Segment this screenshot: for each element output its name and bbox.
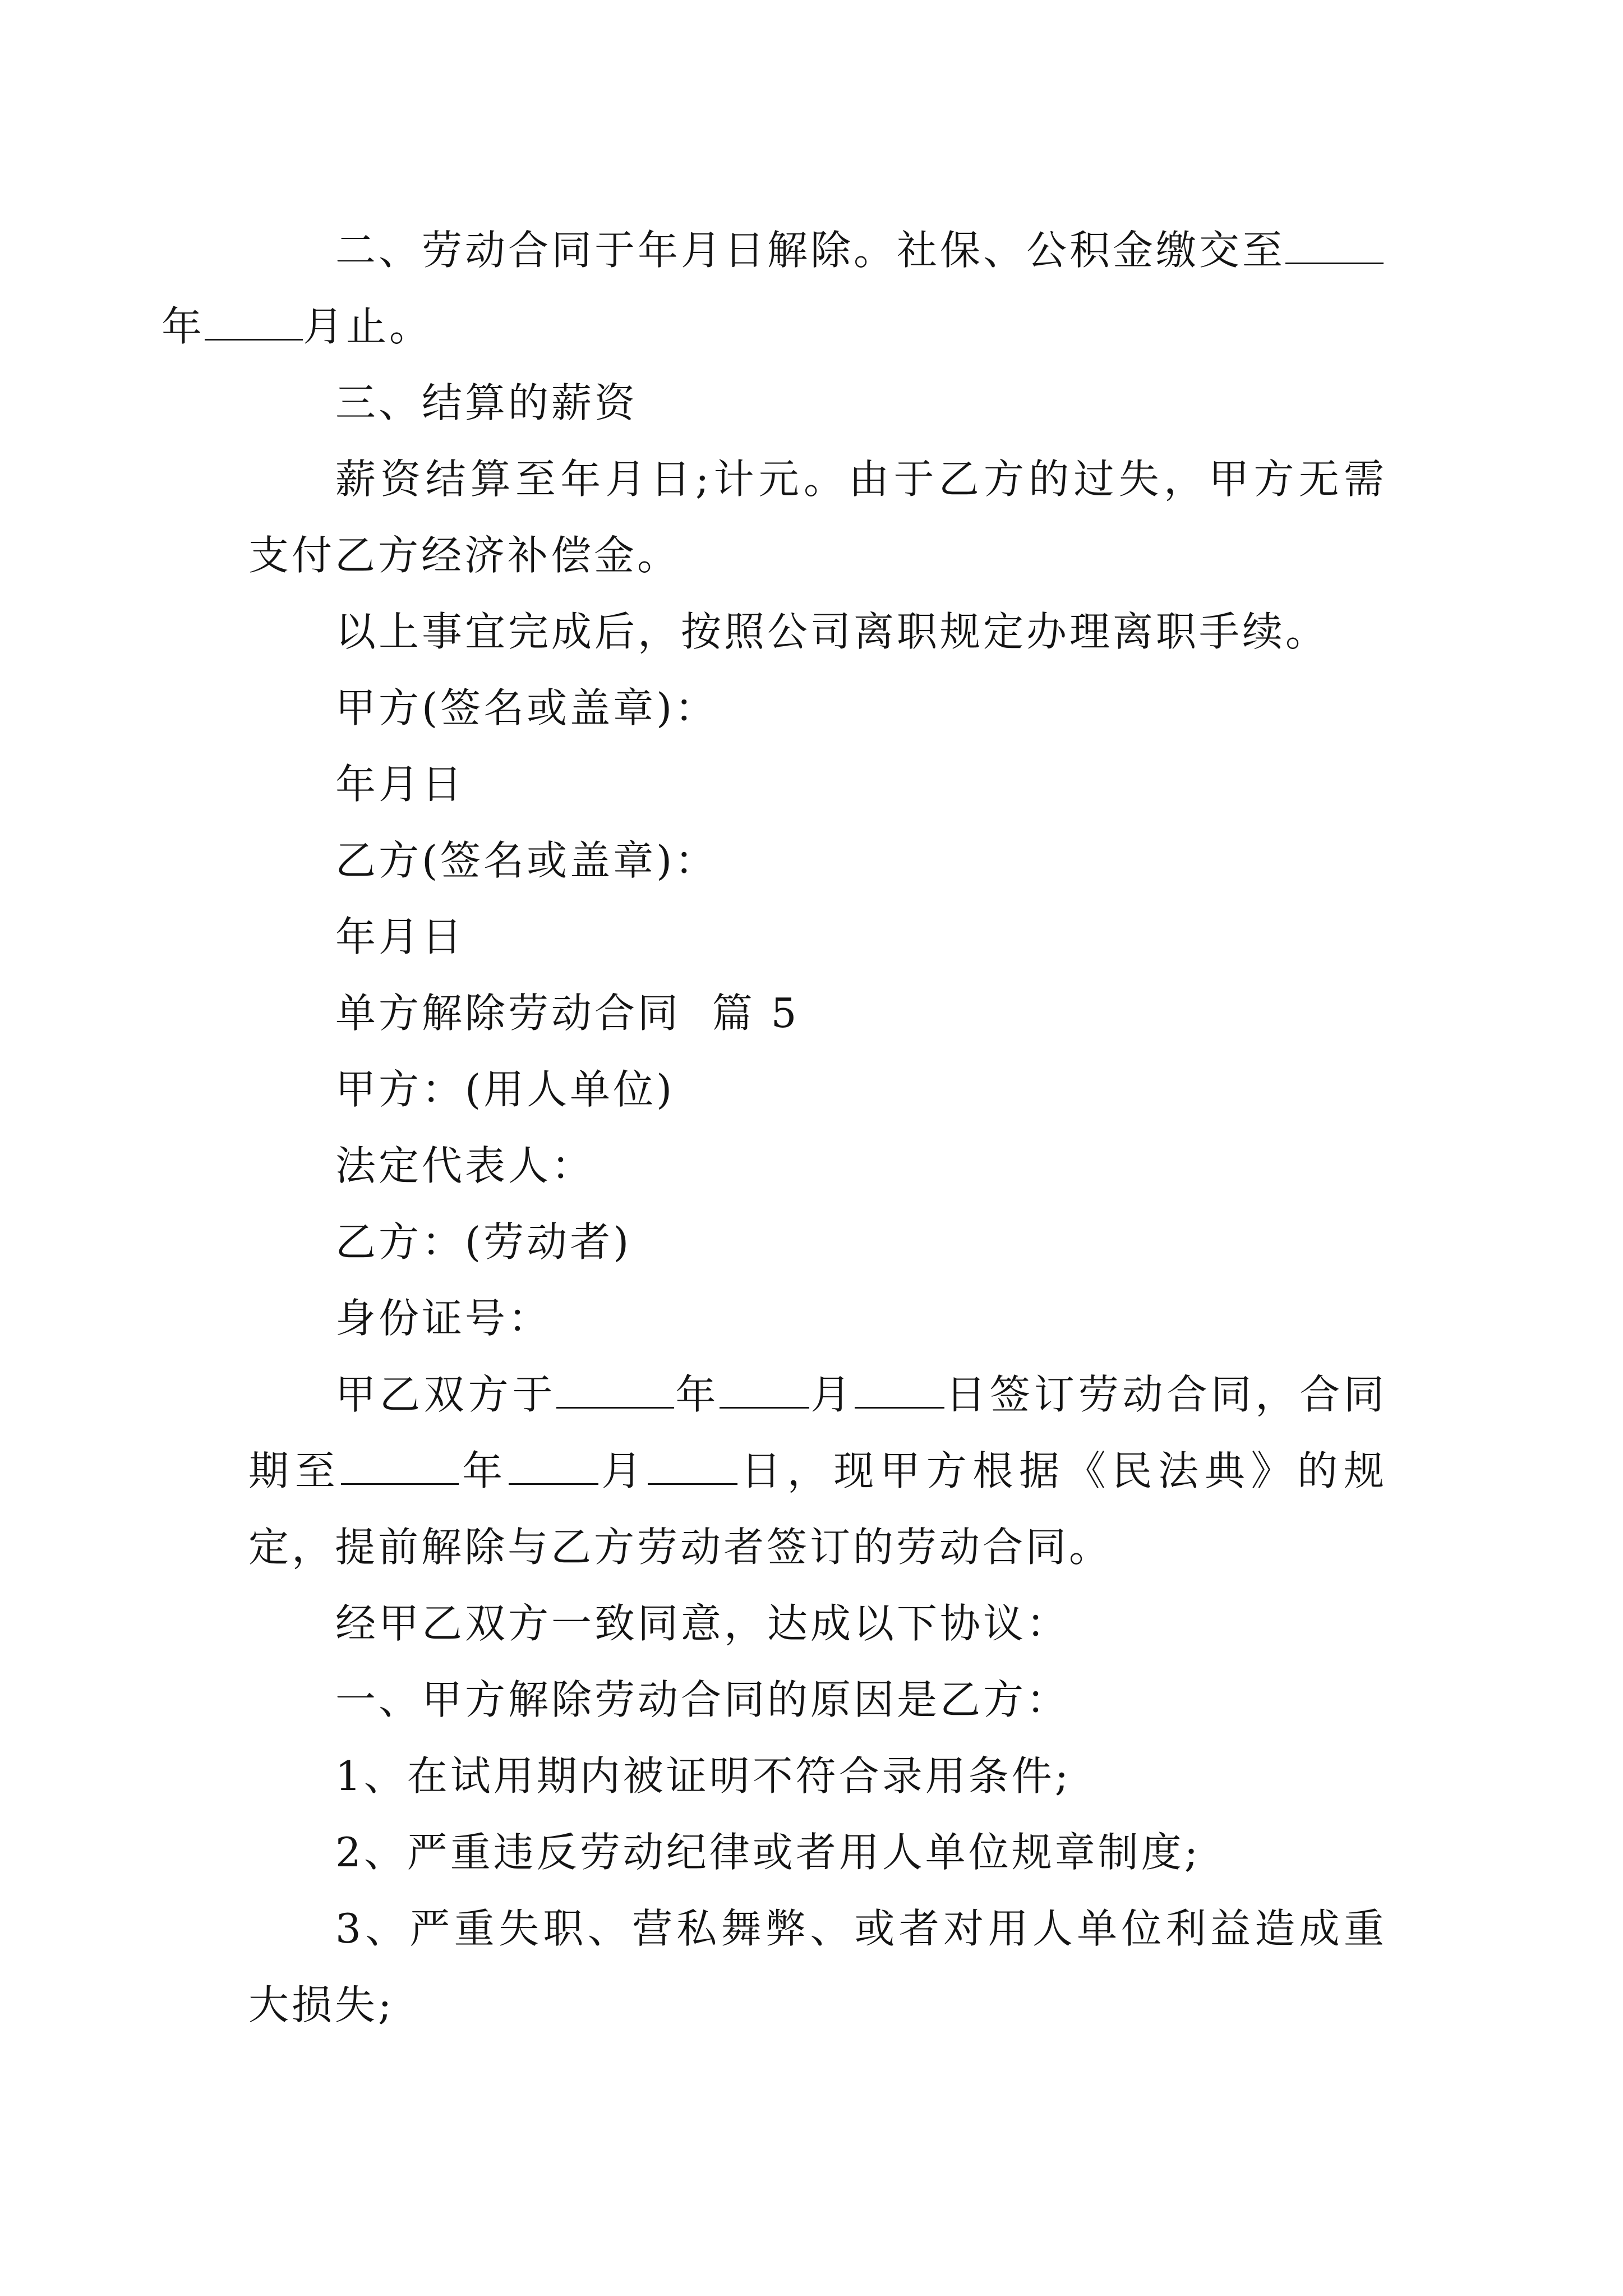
party-b-employee: 乙方：(劳动者) <box>335 1218 632 1266</box>
blank-line <box>720 1375 809 1409</box>
clause-one-heading: 一、甲方解除劳动合同的原因是乙方： <box>335 1676 1070 1723</box>
blank-line <box>855 1375 944 1409</box>
paragraph-text: 二、劳动合同于年月日解除。社保、公积金缴交至 <box>335 227 1286 274</box>
paragraph-text: 日，现甲方根据《民法典》的规定，提前解除与乙方劳动者签订的劳动合同。 <box>248 1447 1387 1571</box>
paragraph-text: 日签订劳动合同，合同期至 <box>248 1371 1387 1494</box>
blank-line <box>1285 231 1384 264</box>
paragraph-contract-dates <box>248 1356 1387 1585</box>
paragraph-salary-settlement: 薪资结算至年月日;计元。由于乙方的过失，甲方无需支付乙方经济补偿金。 <box>248 455 1387 579</box>
blank-line <box>556 1375 674 1409</box>
paragraph-resignation-procedure: 以上事宜完成后，按照公司离职规定办理离职手续。 <box>335 608 1329 655</box>
blank-line <box>205 307 303 341</box>
paragraph-termination-date <box>162 212 1387 365</box>
paragraph-text: 年 <box>674 1371 720 1418</box>
paragraph-agreement: 经甲乙双方一致同意，达成以下协议： <box>335 1600 1070 1647</box>
party-b-signature-label: 乙方(签名或盖章)： <box>335 837 718 884</box>
clause-item-2: 2、严重违反劳动纪律或者用人单位规章制度; <box>335 1829 1201 1876</box>
paragraph-text: 年 <box>459 1447 509 1494</box>
id-number: 身份证号： <box>335 1295 552 1342</box>
paragraph-text: 年 <box>162 303 205 350</box>
paragraph-text: 月 <box>598 1447 648 1494</box>
party-b-date: 年月日 <box>335 913 465 960</box>
section-heading-salary: 三、结算的薪资 <box>335 379 638 426</box>
legal-representative: 法定代表人： <box>335 1142 595 1189</box>
paragraph-text: 月 <box>809 1371 855 1418</box>
clause-item-3: 3、严重失职、营私舞弊、或者对用人单位利益造成重大损失; <box>248 1905 1387 2028</box>
party-a-employer: 甲方：(用人单位) <box>335 1066 675 1113</box>
paragraph-text: 甲乙双方于 <box>335 1371 557 1418</box>
clause-item-1: 1、在试用期内被证明不符合录用条件; <box>335 1752 1072 1800</box>
party-a-date: 年月日 <box>335 761 465 808</box>
party-a-signature-label: 甲方(签名或盖章)： <box>335 684 718 731</box>
article-title: 单方解除劳动合同 篇 5 <box>335 990 800 1037</box>
blank-line <box>341 1452 459 1485</box>
paragraph-text: 月止。 <box>303 303 433 350</box>
document-body <box>162 212 1387 2043</box>
blank-line <box>648 1452 737 1485</box>
blank-line <box>509 1452 598 1485</box>
